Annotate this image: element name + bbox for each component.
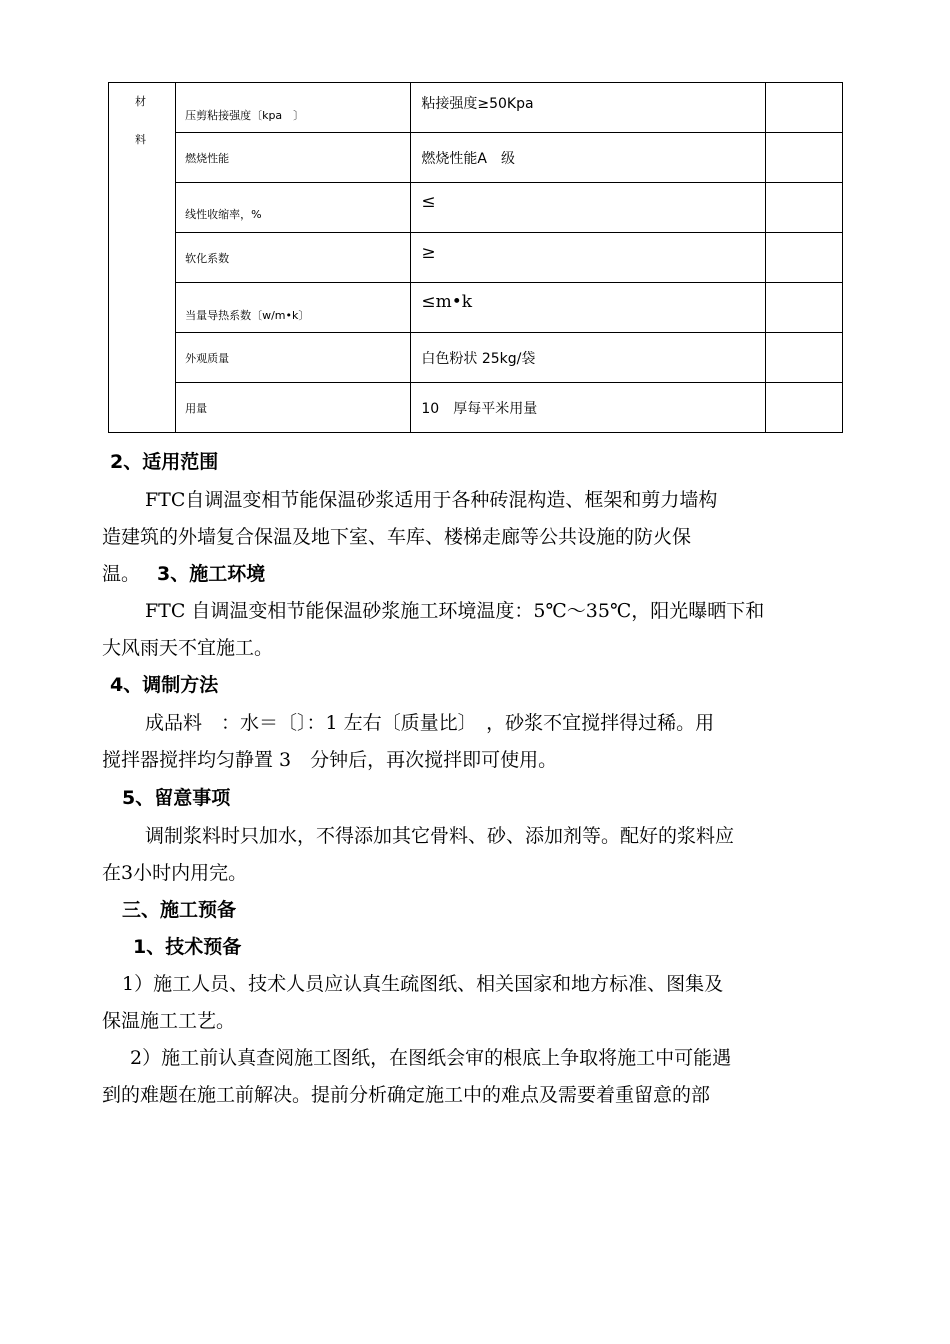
property-name: 外观质量	[185, 351, 230, 365]
property-name-cell	[176, 383, 411, 433]
section-heading-scope: 2、适用范围	[110, 451, 219, 473]
property-value-cell	[411, 133, 765, 183]
remark-cell	[765, 83, 842, 133]
spec-table	[108, 82, 843, 433]
section-heading-env: 3、施工环境	[157, 563, 266, 585]
property-value: 白色粉状 25kg/袋	[421, 350, 536, 367]
property-value: ≥	[421, 242, 436, 263]
property-name-cell	[176, 183, 411, 233]
property-value-cell	[411, 333, 765, 383]
table-row	[109, 183, 843, 233]
remark-cell	[765, 333, 842, 383]
property-name: 燃烧性能	[185, 151, 230, 165]
property-value-cell	[411, 83, 765, 133]
remark-cell	[765, 233, 842, 283]
paragraph-line: 造建筑的外墙复合保温及地下室、车库、楼梯走廊等公共设施的防火保	[102, 526, 692, 548]
property-value: ≤	[421, 191, 436, 212]
category-cell	[109, 83, 176, 433]
section-heading-tech: 1、技术预备	[133, 936, 242, 958]
paragraph-line: FTC自调温变相节能保温砂浆适用于各种砖混构造、框架和剪力墙构	[145, 489, 718, 511]
property-name: 用量	[185, 401, 208, 415]
spec-table-wrapper	[108, 82, 843, 433]
paragraph-line: 保温施工工艺。	[102, 1010, 236, 1032]
remark-cell	[765, 383, 842, 433]
property-name: 压剪粘接强度〔kpa 〕	[185, 108, 305, 122]
category-char: 材	[135, 95, 146, 108]
property-value: ≤m•k	[421, 291, 473, 312]
property-name-cell	[176, 333, 411, 383]
property-name: 当量导热系数〔w/m•k〕	[185, 308, 310, 322]
paragraph-line: 到的难题在施工前解决。提前分析确定施工中的难点及需要着重留意的部	[102, 1084, 711, 1106]
paragraph-line: 成品料 ：水＝〔〕：1 左右〔质量比〕 ，砂浆不宜搅拌得过稀。用	[145, 712, 715, 734]
paragraph-line: 温。	[102, 563, 141, 585]
paragraph-line: 2）施工前认真查阅施工图纸，在图纸会审的根底上争取将施工中可能遇	[130, 1047, 732, 1069]
property-name: 软化系数	[185, 251, 230, 265]
property-name-cell	[176, 233, 411, 283]
property-name-cell	[176, 283, 411, 333]
property-name: 线性收缩率，%	[185, 207, 262, 221]
table-row	[109, 233, 843, 283]
paragraph-line: 在3小时内用完。	[102, 862, 248, 884]
section-heading-notes: 5、留意事项	[122, 787, 231, 809]
category-char: 料	[135, 133, 146, 146]
paragraph-line: 大风雨天不宜施工。	[102, 637, 274, 659]
remark-cell	[765, 183, 842, 233]
table-row	[109, 133, 843, 183]
property-value-cell	[411, 383, 765, 433]
property-name-cell	[176, 83, 411, 133]
paragraph-line: 搅拌器搅拌均匀静置 3 分钟后，再次搅拌即可使用。	[102, 749, 558, 771]
table-row	[109, 83, 843, 133]
paragraph-line: 1）施工人员、技术人员应认真生疏图纸、相关国家和地方标准、图集及	[122, 973, 724, 995]
property-value: 10 厚每平米用量	[421, 400, 538, 417]
remark-cell	[765, 133, 842, 183]
section-heading-method: 4、调制方法	[110, 674, 219, 696]
property-value: 粘接强度≥50Kpa	[421, 95, 534, 112]
property-value-cell	[411, 183, 765, 233]
table-row	[109, 333, 843, 383]
property-value: 燃烧性能A 级	[421, 150, 515, 167]
property-value-cell	[411, 283, 765, 333]
section-heading-prep: 三、施工预备	[122, 899, 237, 921]
table-row	[109, 383, 843, 433]
remark-cell	[765, 283, 842, 333]
paragraph-line: FTC 自调温变相节能保温砂浆施工环境温度：5℃～35℃，阳光曝晒下和	[145, 600, 765, 622]
paragraph-line: 调制浆料时只加水，不得添加其它骨料、砂、添加剂等。配好的浆料应	[145, 825, 735, 847]
property-value-cell	[411, 233, 765, 283]
property-name-cell	[176, 133, 411, 183]
table-row	[109, 283, 843, 333]
